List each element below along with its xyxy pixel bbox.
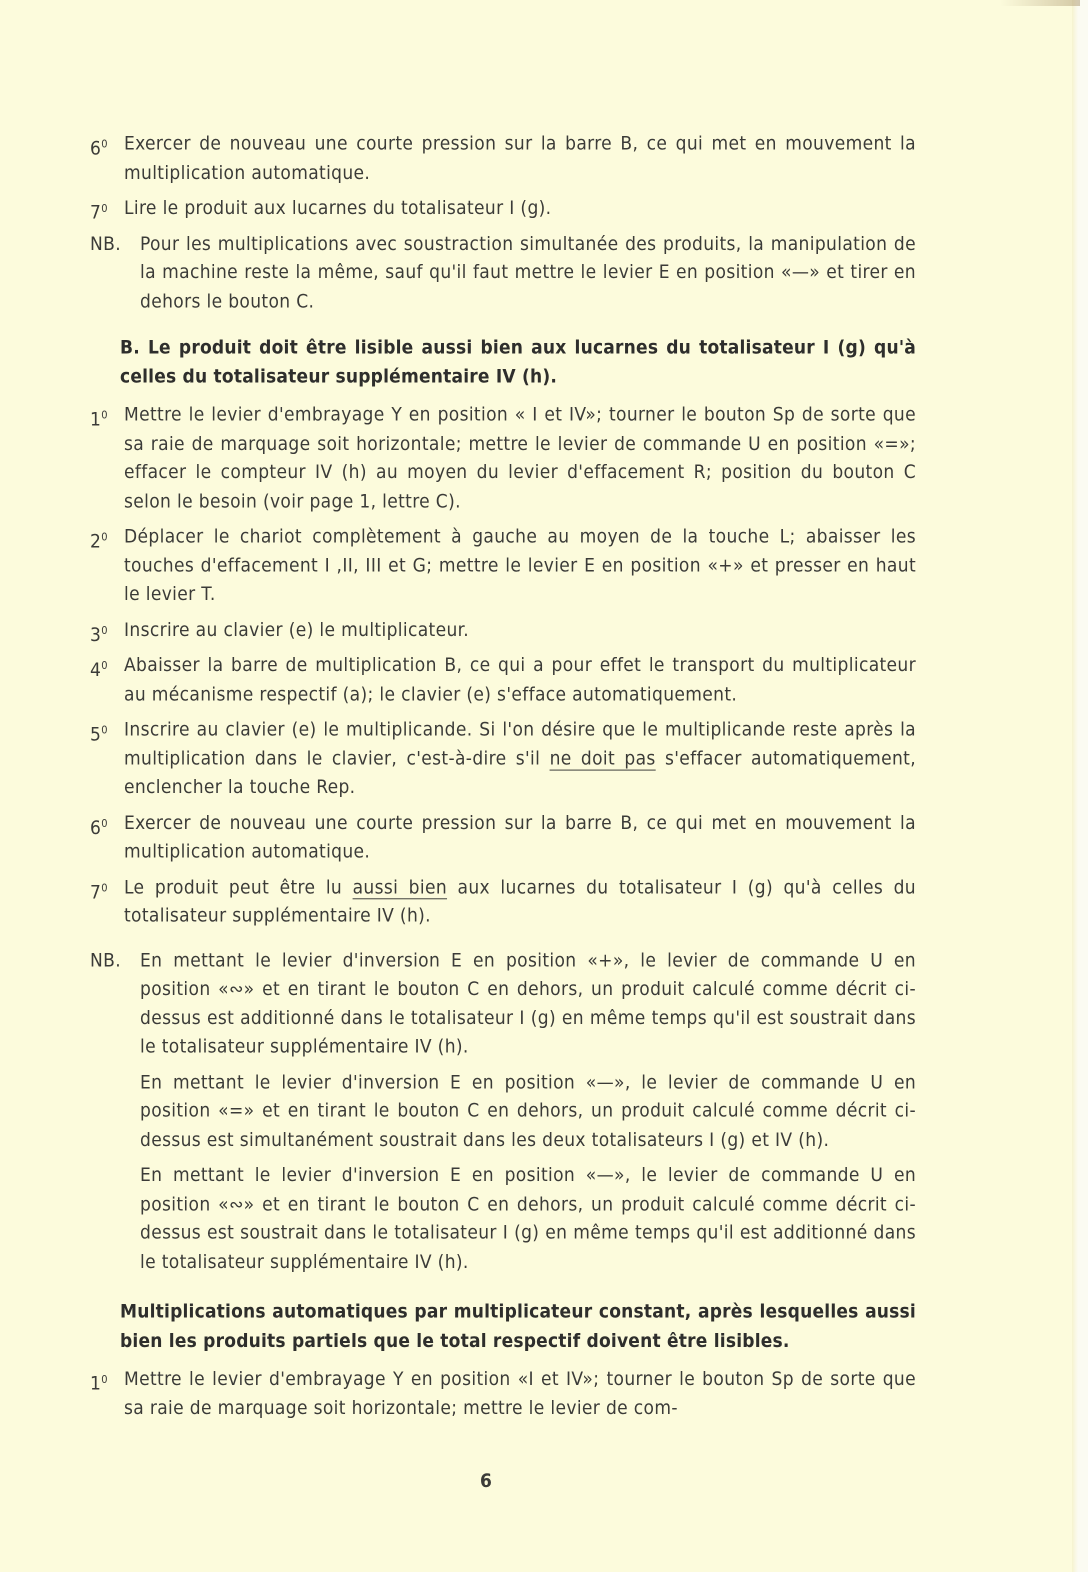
step-number: $7^0$ bbox=[90, 202, 108, 224]
step-text: Mettre le levier d'embrayage Y en position «I et IV»; tourner le bouton Sp de sorte que sa raie de marquage soit horizontale; mettre le levier de com- bbox=[124, 1368, 916, 1419]
note-label: NB. bbox=[90, 949, 121, 971]
section-c-heading: Multiplications automatiques par multiplicateur constant, après lesquelles aussi bien les produits partiels que le total respectif doivent être lisibles. bbox=[120, 1300, 916, 1352]
note-b bbox=[90, 947, 916, 1062]
underlined-emphasis: ne doit pas bbox=[549, 747, 656, 770]
note-a bbox=[90, 230, 916, 316]
note-paragraph: En mettant le levier d'inversion E en position «+», le levier de commande U en position «∾» et en tirant le bouton C en dehors, un produit calculé comme décrit ci-dessus est additionné dans le totalisateur I (g) en même temps qu'il est soustrait dans le totalisateur supplémentaire IV (h). bbox=[140, 949, 916, 1058]
step-number: $2^0$ bbox=[90, 530, 108, 553]
step-text: Lire le produit aux lucarnes du totalisateur I (g). bbox=[124, 197, 552, 219]
step-text-before: Le produit peut être lu bbox=[124, 876, 353, 898]
note-paragraph-3: En mettant le levier d'inversion E en position «—», le levier de commande U en position «∾» et en tirant le bouton C en dehors, un produit calculé comme décrit ci-dessus est soustrait dans le totalisateur I (g) en même temps qu'il est additionné dans le totalisateur supplémentaire IV (h). bbox=[140, 1164, 916, 1273]
step-b-6 bbox=[90, 809, 916, 867]
step-number: $6^0$ bbox=[90, 816, 108, 839]
step-text: Exercer de nouveau une courte pression sur la barre B, ce qui met en mouvement la multiplication automatique. bbox=[124, 132, 916, 184]
step-number: $4^0$ bbox=[90, 659, 108, 681]
page-corner-shadow bbox=[1000, 0, 1080, 6]
step-number: $5^0$ bbox=[90, 723, 108, 746]
step-b-4 bbox=[90, 652, 916, 710]
step-b-5 bbox=[90, 716, 916, 802]
note-text: Pour les multiplications avec soustraction simultanée des produits, la manipulation de la machine reste la même, sauf qu'il faut mettre le levier E en position «—» et tirer en dehors le bouton C. bbox=[140, 232, 916, 312]
step-a-7 bbox=[90, 194, 916, 223]
step-b-2 bbox=[90, 523, 916, 609]
step-b-7 bbox=[90, 873, 916, 931]
step-number: $6^0$ bbox=[90, 137, 108, 160]
document-body bbox=[90, 130, 916, 1430]
step-number: $7^0$ bbox=[90, 881, 108, 903]
step-number: $1^0$ bbox=[90, 1373, 108, 1395]
step-text: Exercer de nouveau une courte pression sur la barre B, ce qui met en mouvement la multiplication automatique. bbox=[124, 812, 916, 863]
step-text-after: s'effacer automatiquement, enclencher la touche Rep. bbox=[124, 747, 916, 798]
step-text-after: aux lucarnes du totalisateur I (g) qu'à celles du totalisateur supplémentaire IV (h). bbox=[124, 876, 916, 927]
step-a-6 bbox=[90, 130, 916, 188]
page-number: 6 bbox=[480, 1470, 492, 1492]
step-text: Abaisser la barre de multiplication B, ce qui a pour effet le transport du multiplicateur au mécanisme respectif (a); le clavier (e) s'efface automatiquement. bbox=[124, 654, 916, 705]
step-number: $1^0$ bbox=[90, 408, 108, 431]
note-paragraph-2: En mettant le levier d'inversion E en position «—», le levier de commande U en position «=» et en tirant le bouton C en dehors, un produit calculé comme décrit ci-dessus est simultanément soustrait dans les deux totalisateurs I (g) et IV (h). bbox=[140, 1071, 916, 1151]
step-text: Mettre le levier d'embrayage Y en position « I et IV»; tourner le bouton Sp de sorte que sa raie de marquage soit horizontale; mettre le levier de commande U en position «=»; effacer le compteur IV (h) au moyen du levier d'effacement R; position du bouton C selon le besoin (voir page 1, lettre C). bbox=[124, 403, 916, 512]
step-b-1 bbox=[90, 401, 916, 516]
step-b-3 bbox=[90, 616, 916, 645]
underlined-emphasis: aussi bien bbox=[352, 876, 448, 898]
note-label: NB. bbox=[90, 232, 121, 255]
step-text-before: Inscrire au clavier (e) le multiplicande. Si l'on désire que le multiplicande reste après la multiplication dans le clavier, c'est-à-dire s'il bbox=[124, 718, 916, 770]
step-text: Déplacer le chariot complètement à gauche au moyen de la touche L; abaisser les touches d'effacement I ,II, III et G; mettre le levier E en position «+» et presser en haut le levier T. bbox=[124, 525, 916, 605]
step-text: Inscrire au clavier (e) le multiplicateur. bbox=[124, 618, 470, 641]
step-c-1 bbox=[90, 1365, 916, 1423]
step-number: $3^0$ bbox=[90, 623, 108, 646]
section-b-heading: B. Le produit doit être lisible aussi bien aux lucarnes du totalisateur I (g) qu'à celles du totalisateur supplémentaire IV (h). bbox=[120, 336, 916, 387]
